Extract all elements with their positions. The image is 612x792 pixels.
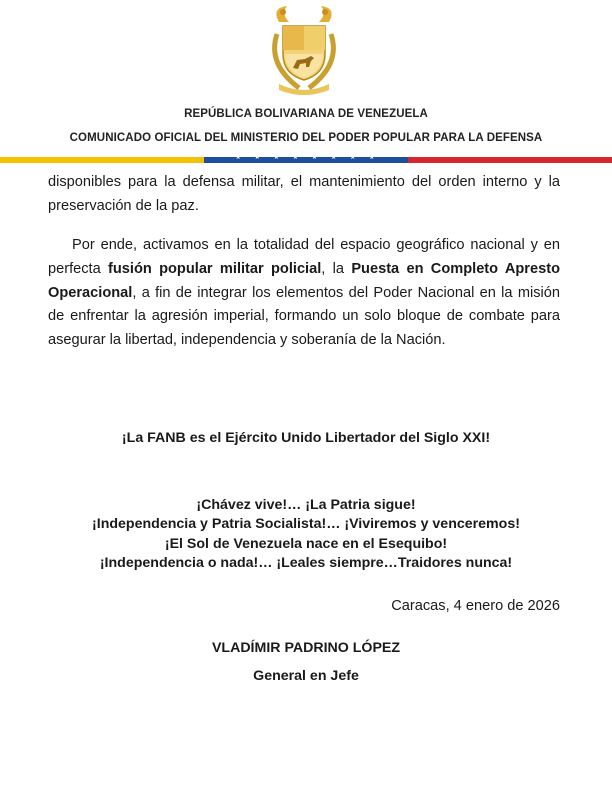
paragraph-text: Por ende, activamos en la totalidad del espacio geográfico nacional y en perfecta [48,237,560,277]
fanb-motto: ¡La FANB es el Ejército Unido Libertador del Siglo XXI! [121,430,491,446]
signatory-name: VLADÍMIR PADRINO LÓPEZ [211,640,401,656]
star-icon: ★ [330,154,337,161]
paragraph-continuation: disponibles para la defensa militar, el mantenimiento del orden interno y la preservación de la paz. [48,174,560,214]
slogan-line: ¡Independencia o nada!… ¡Leales siempre…Traidores nunca! [99,555,513,572]
slogans-block [0,496,612,574]
slogan-line: ¡Chávez vive!… ¡La Patria sigue! [196,497,416,513]
flag-red-band [408,157,612,163]
star-icon: ★ [292,154,299,161]
flag-yellow-band [0,157,204,163]
flag-stars [235,153,375,163]
star-icon: ★ [273,154,280,161]
slogan-line: ¡El Sol de Venezuela nace en el Esequibo! [164,535,448,552]
paragraph-bold-apresto: Puesta en Completo Apresto Operacional [48,260,560,301]
star-icon: ★ [254,154,261,161]
paragraph-text: , a fin de integrar los elementos del Poder Nacional en la misión de enfrentar la agresión imperial, formando un solo bloque de combate para asegurar la libertad, independencia y soberanía de la Nación. [48,284,560,349]
header-country: REPÚBLICA BOLIVARIANA DE VENEZUELA [184,108,428,120]
place-date: Caracas, 4 enero de 2026 [391,598,560,614]
coat-of-arms-seal [259,4,349,96]
star-icon: ★ [235,154,242,161]
signatory-title: General en Jefe [253,668,359,684]
star-icon: ★ [368,154,375,161]
star-icon: ★ [349,154,356,161]
header-subtitle: COMUNICADO OFICIAL DEL MINISTERIO DEL PODER POPULAR PARA LA DEFENSA [69,132,543,144]
star-icon: ★ [311,154,318,161]
paragraph-bold-fusion: fusión popular militar policial [108,260,322,277]
paragraph-text: , la [321,260,352,277]
paragraph-main [48,234,560,353]
slogan-line: ¡Independencia y Patria Socialista!… ¡Viviremos y venceremos! [92,516,520,533]
